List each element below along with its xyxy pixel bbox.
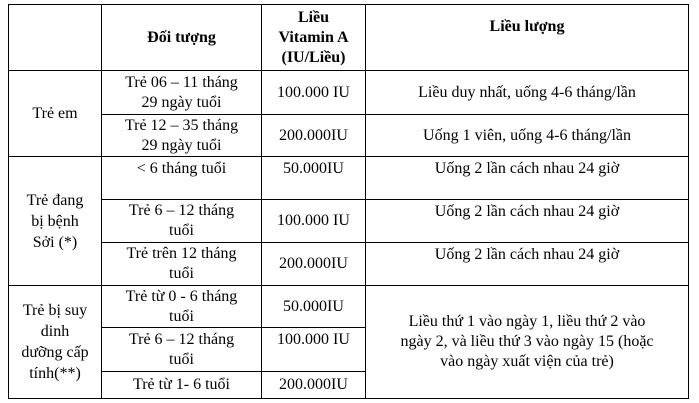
table-row xyxy=(9,200,689,243)
dose-cell: 100.000 IU xyxy=(262,71,366,115)
dose-cell: 200.000IU xyxy=(262,372,366,399)
target-cell xyxy=(102,328,262,372)
header-schedule: Liều lượng xyxy=(366,5,689,71)
dose-cell: 200.000IU xyxy=(262,115,366,157)
target-cell xyxy=(102,372,262,399)
target-line: tuổi xyxy=(169,222,194,239)
group-name-line: dinh xyxy=(40,323,70,340)
target-line: tuổi xyxy=(169,265,194,282)
schedule-line: Liều thứ 1 vào ngày 1, liều thứ 2 vào xyxy=(408,313,646,330)
target-line: 29 ngày tuổi xyxy=(141,93,222,111)
target-cell xyxy=(102,243,262,286)
group-name-line: Sởi (*) xyxy=(32,233,78,251)
target-line: Trẻ trên 12 tháng xyxy=(126,245,237,262)
header-dose-line-1: Liều xyxy=(297,8,330,26)
group-name-line: tính(**) xyxy=(29,365,81,382)
header-dose-line-2: Vitamin A xyxy=(278,28,349,46)
target-line: Trẻ 6 – 12 tháng xyxy=(128,202,235,219)
dose-cell: 50.000IU xyxy=(262,157,366,200)
group-name-measles xyxy=(9,157,102,286)
dose-cell: 200.000IU xyxy=(262,243,366,286)
target-cell xyxy=(102,200,262,243)
header-row xyxy=(9,5,689,71)
target-cell xyxy=(102,71,262,115)
target-cell xyxy=(102,157,262,200)
dose-cell: 100.000 IU xyxy=(262,200,366,243)
target-cell xyxy=(102,115,262,157)
table-row xyxy=(9,115,689,157)
group-name-line: dưỡng cấp xyxy=(21,344,89,361)
target-line: Trẻ từ 0 - 6 tháng xyxy=(125,287,238,305)
dose-cell: 50.000IU xyxy=(262,286,366,328)
header-empty-cell xyxy=(9,5,102,71)
table-row xyxy=(9,286,689,328)
schedule-line: ngày 2, và liều thứ 3 vào ngày 15 (hoặc xyxy=(400,333,654,350)
header-target: Đối tượng xyxy=(102,5,262,71)
schedule-cell: Uống 2 lần cách nhau 24 giờ xyxy=(366,157,689,200)
target-line: tuổi xyxy=(169,307,194,325)
target-line: Trẻ 12 – 35 tháng xyxy=(124,116,239,134)
group-name-malnutrition xyxy=(9,286,102,399)
table-row xyxy=(9,243,689,286)
group-name-line: Trẻ bị suy xyxy=(22,302,88,319)
schedule-cell: Uống 2 lần cách nhau 24 giờ xyxy=(366,243,689,286)
target-line: tuổi xyxy=(169,350,194,368)
group-name-line: bị bệnh xyxy=(31,212,79,230)
table-row xyxy=(9,71,689,115)
target-line: Trẻ 06 – 11 tháng xyxy=(125,73,238,91)
target-line: 29 ngày tuổi xyxy=(141,136,222,154)
dose-cell: 100.000 IU xyxy=(262,328,366,372)
schedule-line: vào ngày xuất viện của trẻ) xyxy=(440,353,614,370)
vitamin-a-dosage-table xyxy=(8,4,689,399)
header-dose xyxy=(262,5,366,71)
header-dose-line-3: (IU/Liều) xyxy=(281,48,346,66)
target-cell xyxy=(102,286,262,328)
table-row xyxy=(9,157,689,200)
schedule-cell: Liều duy nhất, uống 4-6 tháng/lần xyxy=(366,71,689,115)
target-line: Trẻ 6 – 12 tháng xyxy=(128,330,235,348)
schedule-cell: Uống 2 lần cách nhau 24 giờ xyxy=(366,200,689,243)
group-name-line: Trẻ đang xyxy=(26,191,84,209)
schedule-cell-merged xyxy=(366,286,689,399)
group-name-children: Trẻ em xyxy=(9,71,102,157)
target-line: < 6 tháng tuổi xyxy=(136,160,227,177)
target-line: Trẻ từ 1- 6 tuổi xyxy=(133,376,230,393)
schedule-cell: Uống 1 viên, uống 4-6 tháng/lần xyxy=(366,115,689,157)
